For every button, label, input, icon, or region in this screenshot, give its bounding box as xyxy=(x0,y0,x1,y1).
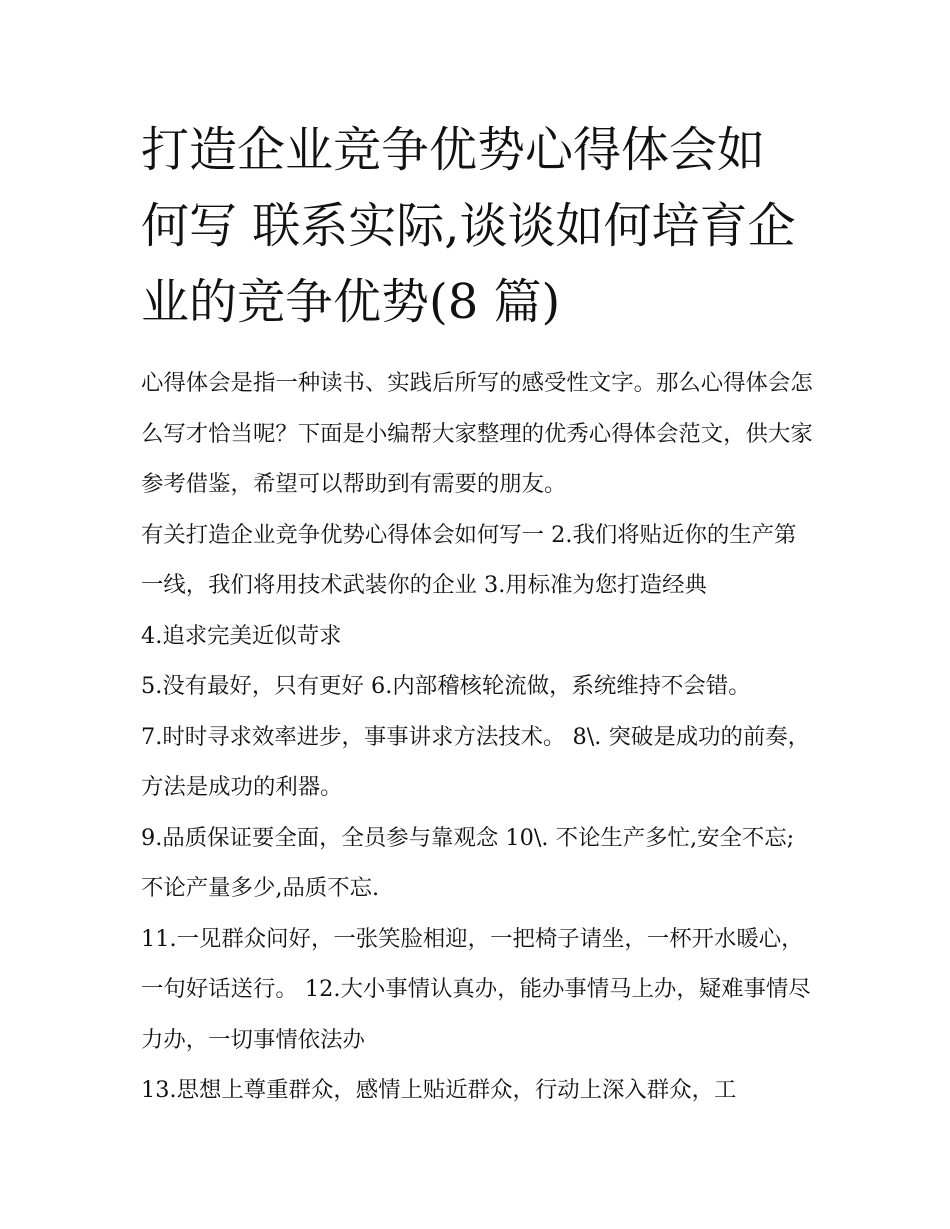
paragraph-1: 有关打造企业竞争优势心得体会如何写一 2.我们将贴近你的生产第一线，我们将用技术武装你的企业 3.用标准为您打造经典 xyxy=(141,521,797,598)
document-page xyxy=(141,112,813,1116)
document-title xyxy=(141,112,813,340)
paragraph-7: 13.思想上尊重群众，感情上贴近群众，行动上深入群众，工 xyxy=(141,1077,737,1103)
title-line-3: 业的竞争优势(8 篇) xyxy=(141,274,561,330)
paragraph-4: 7.时时寻求效率进步，事事讲求方法技术。 8\. 突破是成功的前奏，方法是成功的利器。 xyxy=(141,723,811,800)
paragraph-5: 9.品质保证要全面，全员参与靠观念 10\. 不论生产多忙,安全不忘;不论产量多少,品质不忘. xyxy=(141,824,795,901)
paragraph-2: 4.追求完美近似苛求 xyxy=(141,622,342,649)
document-body xyxy=(141,358,813,1116)
title-line-2: 何写 联系实际,谈谈如何培育企 xyxy=(141,198,796,254)
paragraph-6: 11.一见群众问好，一张笑脸相迎，一把椅子请坐，一杯开水暖心，一句好话送行。 12.大小事情认真办，能办事情马上办，疑难事情尽力办，一切事情依法办 xyxy=(141,925,811,1053)
paragraph-intro: 心得体会是指一种读书、实践后所写的感受性文字。那么心得体会怎么写才恰当呢？下面是小编帮大家整理的优秀心得体会范文，供大家参考借鉴，希望可以帮助到有需要的朋友。 xyxy=(141,370,813,497)
paragraph-3: 5.没有最好，只有更好 6.内部稽核轮流做，系统维持不会错。 xyxy=(141,673,751,699)
title-line-1: 打造企业竞争优势心得体会如 xyxy=(141,122,766,178)
